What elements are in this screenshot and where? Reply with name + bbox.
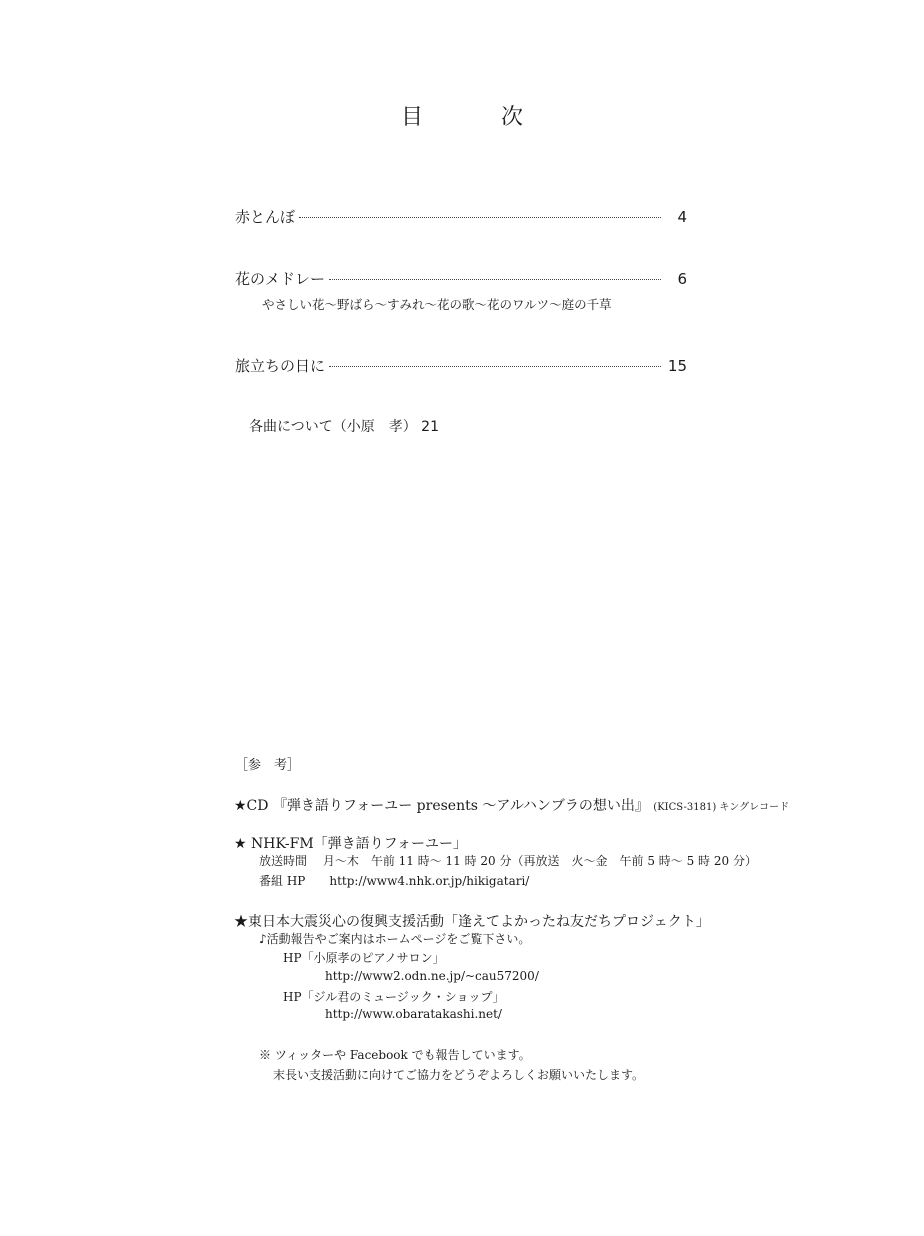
- toc-leader-dots: [329, 365, 661, 367]
- reference-heading: ［参 考］: [235, 758, 301, 773]
- reference-cd-main: ★CD 『弾き語りフォーユー presents 〜アルハンブラの想い出』: [234, 798, 649, 814]
- toc-entry[interactable]: [235, 206, 687, 227]
- toc-entry-page: 15: [667, 357, 687, 375]
- reference-fm-hp[interactable]: 番組 HP http://www4.nhk.or.jp/hikigatari/: [259, 874, 530, 888]
- toc-leader-dots: [329, 278, 661, 280]
- reference-fm-title: ★ NHK-FM「弾き語りフォーユー」: [234, 836, 467, 852]
- reference-fm-time: 放送時間 月〜木 午前 11 時〜 11 時 20 分（再放送 火〜金 午前 5 時〜 5 時 20 分）: [259, 854, 757, 868]
- reference-hp1-url[interactable]: http://www2.odn.ne.jp/~cau57200/: [325, 969, 539, 983]
- toc-entry-title: 花のメドレー: [235, 270, 326, 288]
- reference-cd-catalog: (KICS-3181) キングレコード: [653, 802, 790, 813]
- toc-entry-title: 旅立ちの日に: [235, 357, 326, 375]
- reference-hp2-url[interactable]: http://www.obaratakashi.net/: [325, 1007, 502, 1021]
- reference-project-title: ★東日本大震災心の復興支援活動「逢えてよかったね友だちプロジェクト」: [234, 914, 710, 930]
- toc-entry-title: 赤とんぼ: [235, 208, 296, 226]
- reference-cd: [234, 795, 789, 815]
- toc-entry[interactable]: [235, 268, 687, 289]
- toc-note: 各曲について（小原 孝） 21: [249, 419, 439, 435]
- toc-leader-dots: [299, 216, 661, 218]
- reference-project-intro: ♪活動報告やご案内はホームページをご覧下さい。: [259, 932, 531, 946]
- toc-entry[interactable]: [235, 355, 687, 376]
- page-title: 目 次: [400, 105, 551, 130]
- toc-entry-subtitle: やさしい花〜野ばら〜すみれ〜花の歌〜花のワルツ〜庭の千草: [262, 297, 612, 312]
- toc-entry-page: 4: [677, 208, 687, 226]
- reference-footnote-2: 末長い支援活動に向けてご協力をどうぞよろしくお願いいたします。: [273, 1068, 645, 1082]
- reference-footnote-1: ※ ツィッターや Facebook でも報告しています。: [259, 1048, 531, 1062]
- reference-hp1-label: HP「小原孝のピアノサロン」: [283, 951, 445, 965]
- toc-entry-page: 6: [677, 270, 687, 288]
- reference-hp2-label: HP「ジル君のミュージック・ショップ」: [283, 990, 505, 1004]
